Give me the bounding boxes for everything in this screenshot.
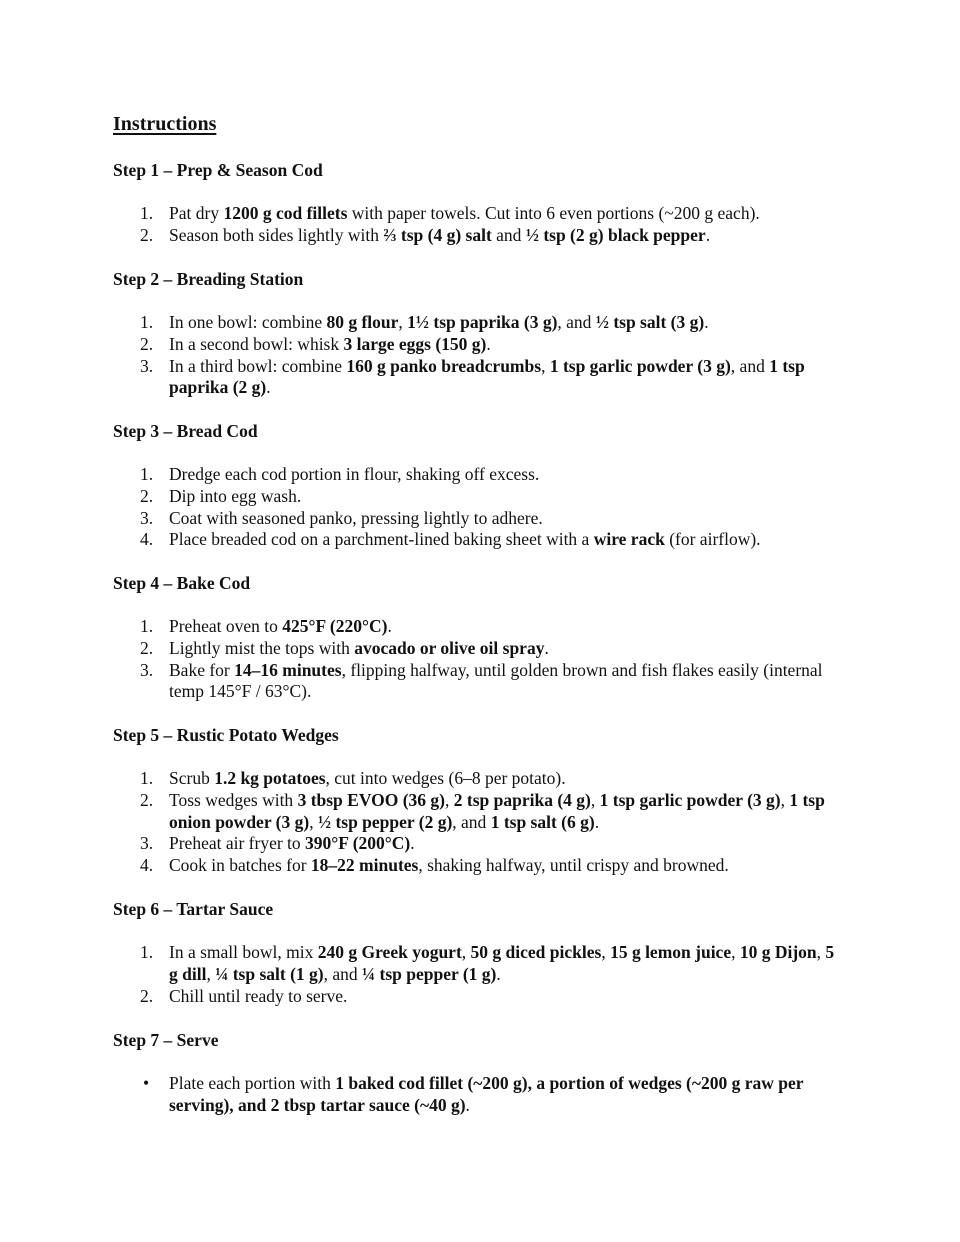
text: .: [266, 377, 271, 398]
text: Cook in batches for: [169, 855, 311, 876]
item-number: 2.: [140, 485, 154, 506]
text: , shaking halfway, until crispy and browned.: [418, 855, 729, 876]
list-item: [113, 529, 843, 551]
text: Lightly mist the tops with: [169, 637, 355, 658]
step-heading: Step 7 – Serve: [113, 1030, 219, 1050]
bold-text: 390°F (200°C): [305, 833, 411, 854]
bold-text: 1 tsp salt (6 g): [490, 811, 595, 832]
bold-text: 1 tsp onion powder (3 g): [169, 789, 825, 832]
bold-text: 1 tsp paprika (2 g): [169, 355, 805, 398]
text: Preheat air fryer to: [169, 833, 306, 854]
bold-text: ¼ tsp salt (1 g): [215, 963, 324, 984]
text: Place breaded cod on a parchment-lined baking sheet with a: [169, 529, 594, 550]
bold-text: 1½ tsp paprika (3 g): [407, 312, 558, 332]
text: ,: [541, 355, 550, 376]
text: , and: [452, 811, 491, 832]
text: .: [704, 312, 709, 332]
text: with paper towels. Cut into 6 even portions (~200 g each).: [347, 203, 760, 223]
text: ,: [398, 312, 408, 332]
bullet-marker: •: [143, 1073, 150, 1093]
item-number: 3.: [140, 355, 154, 376]
item-number: 4.: [140, 855, 154, 876]
text: .: [496, 963, 501, 984]
list-item: [113, 225, 843, 247]
text: Scrub: [169, 768, 215, 788]
text: ,: [601, 942, 611, 962]
item-number: 3.: [140, 833, 154, 854]
bold-text: 10 g Dijon: [739, 942, 817, 962]
bold-text: ⅔ tsp (4 g) salt: [383, 224, 492, 245]
text: Dip into egg wash.: [169, 485, 302, 506]
list-item: [113, 334, 843, 356]
step-heading: Step 6 – Tartar Sauce: [113, 899, 274, 919]
bold-text: 50 g diced pickles: [470, 942, 602, 962]
bold-text: avocado or olive oil spray: [354, 637, 545, 658]
step-list: [113, 464, 843, 551]
text: In a second bowl: whisk: [169, 333, 344, 354]
step-list: [113, 768, 843, 877]
text: Chill until ready to serve.: [169, 985, 348, 1006]
item-number: 4.: [140, 529, 154, 550]
list-item: [113, 986, 843, 1008]
step-list: [113, 312, 843, 399]
bold-text: ¼ tsp pepper (1 g): [362, 963, 497, 984]
step-heading: Step 3 – Bread Cod: [113, 421, 258, 441]
list-item: [113, 616, 843, 638]
bold-text: ½ tsp salt (3 g): [595, 312, 705, 332]
list-item: [113, 312, 843, 334]
text: .: [544, 637, 549, 658]
item-number: 2.: [140, 985, 154, 1006]
text: Pat dry: [169, 203, 224, 223]
item-number: 1.: [140, 312, 154, 332]
text: .: [410, 833, 415, 854]
list-item: [113, 768, 843, 790]
item-number: 3.: [140, 659, 154, 680]
bold-text: 425°F (220°C): [282, 616, 388, 636]
text: and: [491, 224, 526, 245]
bold-text: 18–22 minutes: [310, 855, 419, 876]
bold-text: wire rack: [593, 529, 665, 550]
list-item: [113, 356, 843, 400]
item-number: 1.: [140, 203, 154, 223]
item-number: 2.: [140, 789, 154, 810]
text: ,: [309, 811, 318, 832]
bold-text: 15 g lemon juice: [610, 942, 732, 962]
bold-text: 1.2 kg potatoes: [214, 768, 326, 788]
text: ,: [445, 789, 454, 810]
list-item: [113, 855, 843, 877]
text: In a third bowl: combine: [169, 355, 347, 376]
list-item: [113, 638, 843, 660]
bold-text: 5 g dill: [169, 942, 835, 984]
item-number: 1.: [140, 616, 154, 636]
text: Toss wedges with: [169, 789, 298, 810]
text: ,: [206, 963, 216, 984]
text: .: [594, 811, 600, 832]
text: In one bowl: combine: [169, 312, 327, 332]
text: .: [465, 1094, 470, 1115]
bold-text: 1 tsp garlic powder (3 g): [599, 789, 781, 810]
list-item: [113, 790, 843, 834]
text: ,: [590, 789, 600, 810]
text: Coat with seasoned panko, pressing lightly to adhere.: [169, 507, 543, 528]
list-item: [113, 203, 843, 225]
item-number: 1.: [140, 942, 154, 962]
list-item: [113, 942, 843, 986]
text: .: [387, 616, 392, 636]
bold-text: 80 g flour: [326, 312, 399, 332]
item-number: 3.: [140, 507, 154, 528]
text: .: [705, 224, 711, 245]
text: Bake for: [169, 659, 235, 680]
item-number: 2.: [140, 224, 154, 245]
list-item: [113, 1073, 843, 1117]
list-item: [113, 464, 843, 486]
item-number: 1.: [140, 768, 154, 788]
text: .: [486, 333, 491, 354]
list-item: [113, 486, 843, 508]
item-number: 2.: [140, 637, 154, 658]
bold-text: 1 tsp garlic powder (3 g): [549, 355, 731, 376]
step-list: [113, 1073, 843, 1117]
step-heading: Step 5 – Rustic Potato Wedges: [113, 725, 339, 745]
text: Dredge each cod portion in flour, shaking off excess.: [169, 464, 540, 484]
bold-text: 2 tsp paprika (4 g): [453, 789, 591, 810]
text: , and: [323, 963, 363, 984]
text: ,: [816, 942, 826, 962]
step-list: [113, 616, 843, 703]
text: , flipping halfway, until golden brown and fish flakes easily (internal temp 145°F / 63°C).: [169, 659, 823, 702]
item-number: 2.: [140, 333, 154, 354]
bold-text: 160 g panko breadcrumbs: [346, 355, 542, 376]
page-title: Instructions: [113, 113, 217, 135]
list-item: [113, 660, 843, 704]
bold-text: ½ tsp (2 g) black pepper: [525, 224, 706, 245]
text: , cut into wedges (6–8 per potato).: [325, 768, 566, 788]
list-item: [113, 508, 843, 530]
text: ,: [780, 789, 790, 810]
text: Preheat oven to: [169, 616, 283, 636]
text: In a small bowl, mix: [169, 942, 318, 962]
text: , and: [730, 355, 770, 376]
step-heading: Step 1 – Prep & Season Cod: [113, 160, 323, 180]
list-item: [113, 833, 843, 855]
bold-text: 1200 g cod fillets: [223, 203, 348, 223]
bold-text: ½ tsp pepper (2 g): [317, 811, 453, 832]
bold-text: 3 large eggs (150 g): [343, 333, 487, 354]
step-list: [113, 942, 843, 1007]
text: , and: [557, 312, 596, 332]
step-list: [113, 203, 843, 247]
text: (for airflow).: [664, 529, 761, 550]
item-number: 1.: [140, 464, 154, 484]
bold-text: 1 baked cod fillet (~200 g), a portion of wedges (~200 g raw per serving), and 2 tbsp tartar sauce (~40 g): [169, 1073, 804, 1115]
bold-text: 14–16 minutes: [234, 659, 342, 680]
text: Plate each portion with: [169, 1073, 336, 1093]
step-heading: Step 2 – Breading Station: [113, 269, 304, 289]
text: ,: [461, 942, 471, 962]
text: Season both sides lightly with: [169, 224, 384, 245]
step-heading: Step 4 – Bake Cod: [113, 573, 251, 593]
bold-text: 240 g Greek yogurt: [317, 942, 462, 962]
text: ,: [731, 942, 740, 962]
bold-text: 3 tbsp EVOO (36 g): [297, 789, 446, 810]
